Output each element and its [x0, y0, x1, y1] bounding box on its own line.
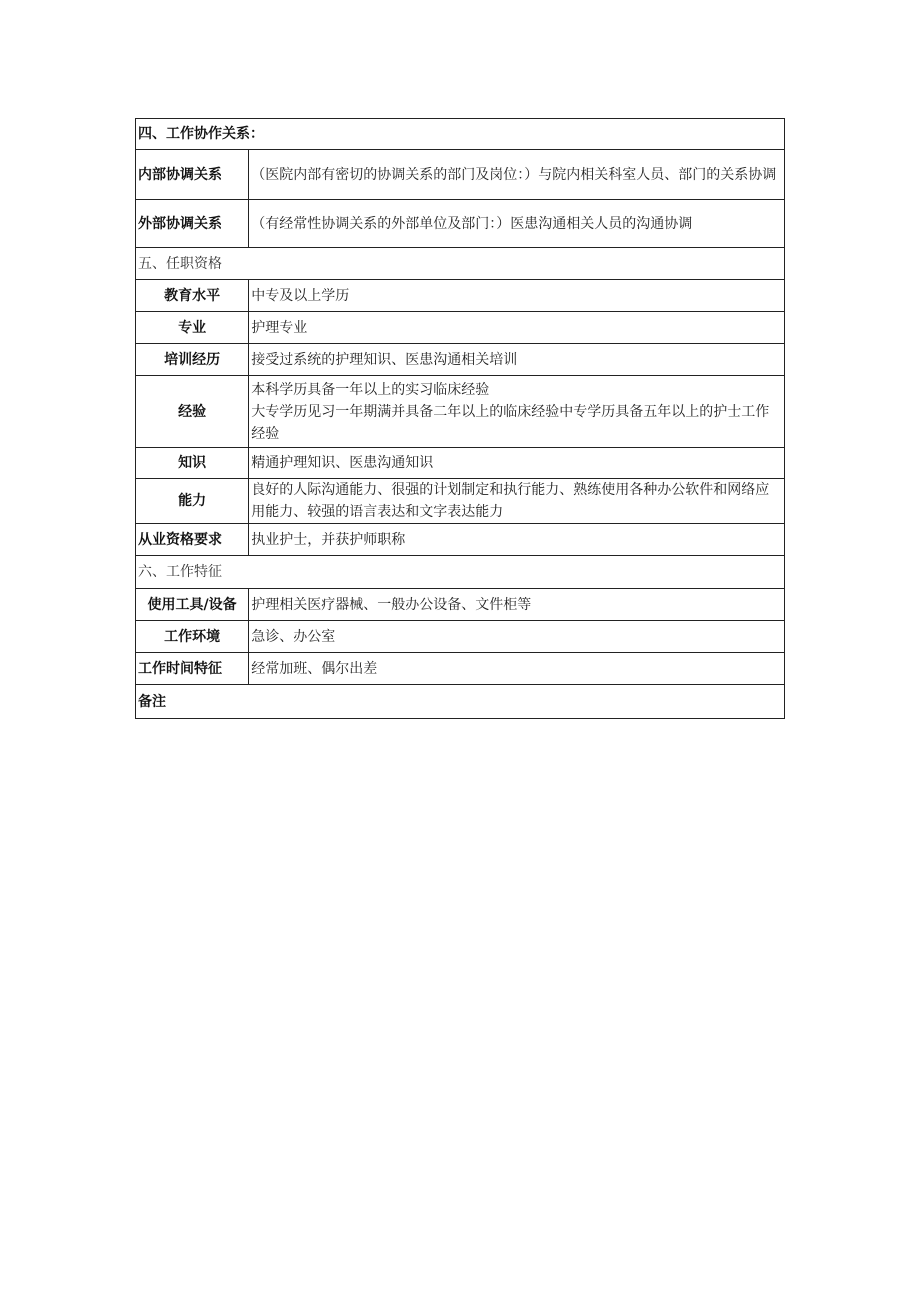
section5-header-row: [136, 248, 785, 280]
training-value: 接受过系统的护理知识、医患沟通相关培训: [249, 344, 785, 376]
knowledge-label: 知识: [136, 448, 249, 479]
experience-line-2: 大专学历见习一年期满并具备二年以上的临床经验中专学历具备五年以上的护士工作经验: [251, 403, 770, 442]
work-time-label: 工作时间特征: [136, 653, 249, 685]
work-time-row: [136, 653, 785, 685]
job-description-table: [135, 118, 785, 719]
external-coordination-value: （有经常性协调关系的外部单位及部门：）医患沟通相关人员的沟通协调: [249, 200, 785, 248]
major-value: 护理专业: [249, 312, 785, 344]
experience-label: 经验: [136, 376, 249, 448]
internal-coordination-row: [136, 150, 785, 200]
experience-line-1: 本科学历具备一年以上的实习临床经验: [251, 381, 490, 398]
remarks-label: 备注: [136, 685, 785, 719]
training-label: 培训经历: [136, 344, 249, 376]
experience-value: [249, 376, 785, 448]
section6-title: 六、工作特征: [136, 556, 785, 589]
tools-row: [136, 589, 785, 621]
environment-row: [136, 621, 785, 653]
remarks-row: [136, 685, 785, 719]
education-value: 中专及以上学历: [249, 280, 785, 312]
major-row: [136, 312, 785, 344]
section6-header-row: [136, 556, 785, 589]
work-time-value: 经常加班、偶尔出差: [249, 653, 785, 685]
knowledge-row: [136, 448, 785, 479]
education-label: 教育水平: [136, 280, 249, 312]
qualification-value: 执业护士，并获护师职称: [249, 524, 785, 556]
section4-title: 四、工作协作关系：: [136, 119, 785, 150]
external-coordination-label: 外部协调关系: [136, 200, 249, 248]
environment-value: 急诊、办公室: [249, 621, 785, 653]
environment-label: 工作环境: [136, 621, 249, 653]
training-row: [136, 344, 785, 376]
ability-row: [136, 479, 785, 524]
section4-header-row: [136, 119, 785, 150]
experience-row: [136, 376, 785, 448]
qualification-label: 从业资格要求: [136, 524, 249, 556]
internal-coordination-value: （医院内部有密切的协调关系的部门及岗位：）与院内相关科室人员、部门的关系协调: [249, 150, 785, 200]
ability-value: 良好的人际沟通能力、很强的计划制定和执行能力、熟练使用各种办公软件和网络应用能力、较强的语言表达和文字表达能力: [249, 479, 785, 524]
ability-label: 能力: [136, 479, 249, 524]
internal-coordination-label: 内部协调关系: [136, 150, 249, 200]
education-row: [136, 280, 785, 312]
tools-value: 护理相关医疗器械、一般办公设备、文件柜等: [249, 589, 785, 621]
qualification-row: [136, 524, 785, 556]
section5-title: 五、任职资格: [136, 248, 785, 280]
external-coordination-row: [136, 200, 785, 248]
tools-label: 使用工具/设备: [136, 589, 249, 621]
major-label: 专业: [136, 312, 249, 344]
knowledge-value: 精通护理知识、医患沟通知识: [249, 448, 785, 479]
